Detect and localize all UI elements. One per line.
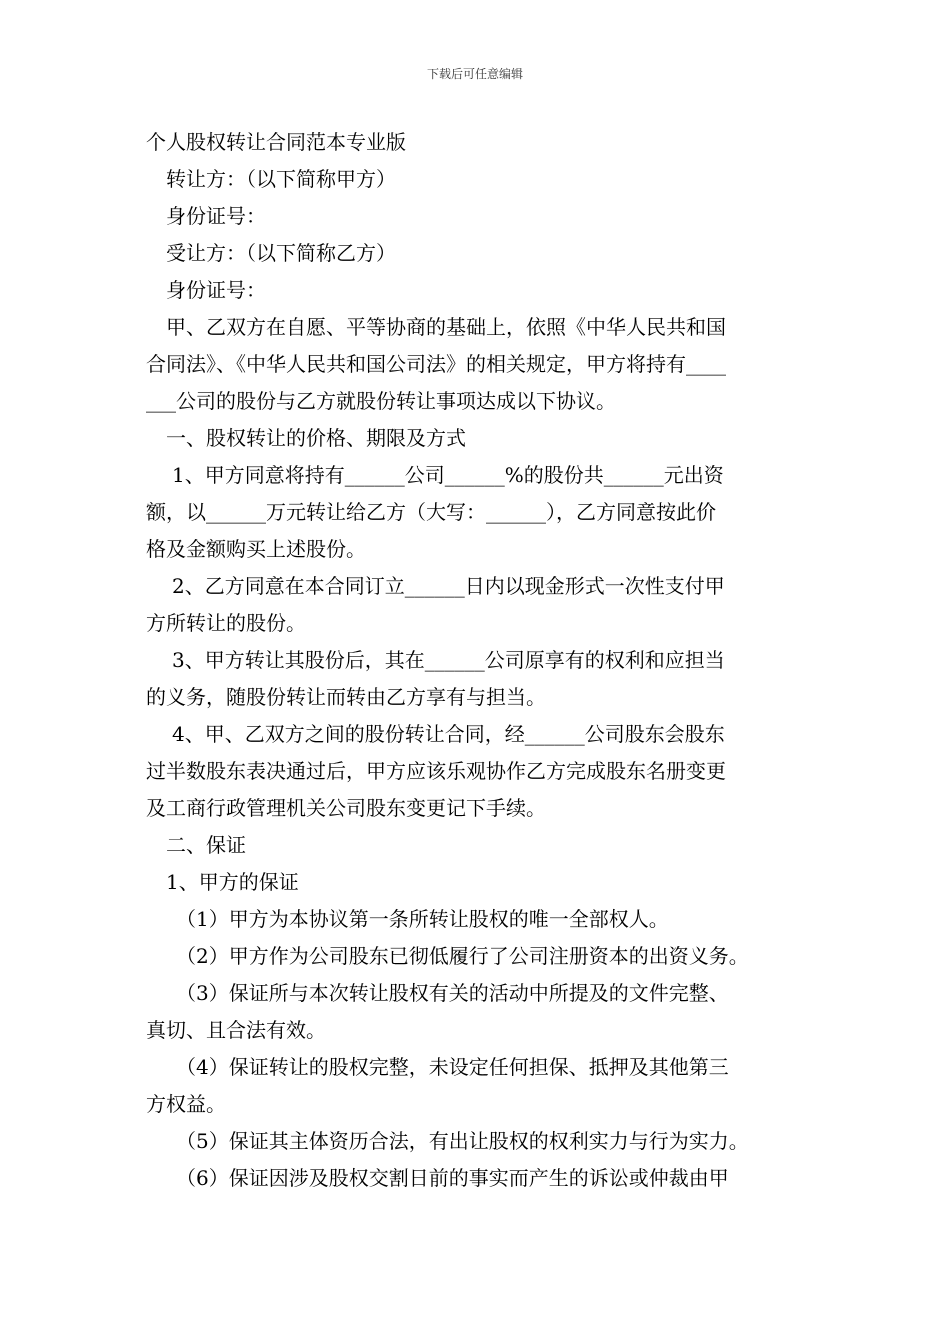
clause-1-4-line-1: 4、甲、乙双方之间的股份转让合同，经______公司股东会股东 — [172, 722, 725, 746]
guarantee-item-4-line-1: （4）保证转让的股权完整，未设定任何担保、抵押及其他第三 — [176, 1055, 729, 1079]
transferee-line: 受让方：（以下简称乙方） — [166, 241, 396, 265]
guarantee-item-3-line-2: 真切、且合法有效。 — [146, 1018, 326, 1042]
clause-1-3-line-1: 3、甲方转让其股份后，其在______公司原享有的权利和应担当 — [172, 648, 725, 672]
transferor-id-line: 身份证号： — [166, 204, 266, 228]
clause-2-1-heading: 1、甲方的保证 — [166, 870, 299, 894]
section-2-heading: 二、保证 — [166, 833, 246, 857]
clause-1-2-line-2: 方所转让的股份。 — [146, 611, 306, 635]
clause-1-2-line-1: 2、乙方同意在本合同订立______日内以现金形式一次性支付甲 — [172, 574, 725, 598]
preamble-line-3: ___公司的股份与乙方就股份转让事项达成以下协议。 — [146, 389, 616, 413]
page-header-note: 下载后可任意编辑 — [426, 67, 523, 81]
guarantee-item-2: （2）甲方作为公司股东已彻低履行了公司注册资本的出资义务。 — [176, 944, 749, 968]
transferor-line: 转让方：（以下简称甲方） — [166, 167, 396, 191]
clause-1-4-line-2: 过半数股东表决通过后，甲方应该乐观协作乙方完成股东名册变更 — [146, 759, 726, 783]
clause-1-1-line-2: 额，以______万元转让给乙方（大写：______），乙方同意按此价 — [146, 500, 716, 524]
preamble-line-2: 合同法》、《中华人民共和国公司法》的相关规定，甲方将持有____ — [146, 352, 726, 376]
clause-1-1-line-1: 1、甲方同意将持有______公司______%的股份共______元出资 — [172, 463, 724, 487]
document-title: 个人股权转让合同范本专业版 — [146, 130, 406, 154]
clause-1-4-line-3: 及工商行政管理机关公司股东变更记下手续。 — [146, 796, 546, 820]
guarantee-item-5: （5）保证其主体资历合法，有出让股权的权利实力与行为实力。 — [176, 1129, 749, 1153]
document-body — [146, 124, 810, 1197]
transferee-id-line: 身份证号： — [166, 278, 266, 302]
guarantee-item-6-line-1: （6）保证因涉及股权交割日前的事实而产生的诉讼或仲裁由甲 — [176, 1166, 729, 1190]
guarantee-item-3-line-1: （3）保证所与本次转让股权有关的活动中所提及的文件完整、 — [176, 981, 729, 1005]
clause-1-3-line-2: 的义务，随股份转让而转由乙方享有与担当。 — [146, 685, 546, 709]
guarantee-item-4-line-2: 方权益。 — [146, 1092, 226, 1116]
preamble-line-1: 甲、乙双方在自愿、平等协商的基础上，依照《中华人民共和国 — [166, 315, 726, 339]
clause-1-1-line-3: 格及金额购买上述股份。 — [146, 537, 366, 561]
section-1-heading: 一、股权转让的价格、期限及方式 — [166, 426, 466, 450]
guarantee-item-1: （1）甲方为本协议第一条所转让股权的唯一全部权人。 — [176, 907, 669, 931]
